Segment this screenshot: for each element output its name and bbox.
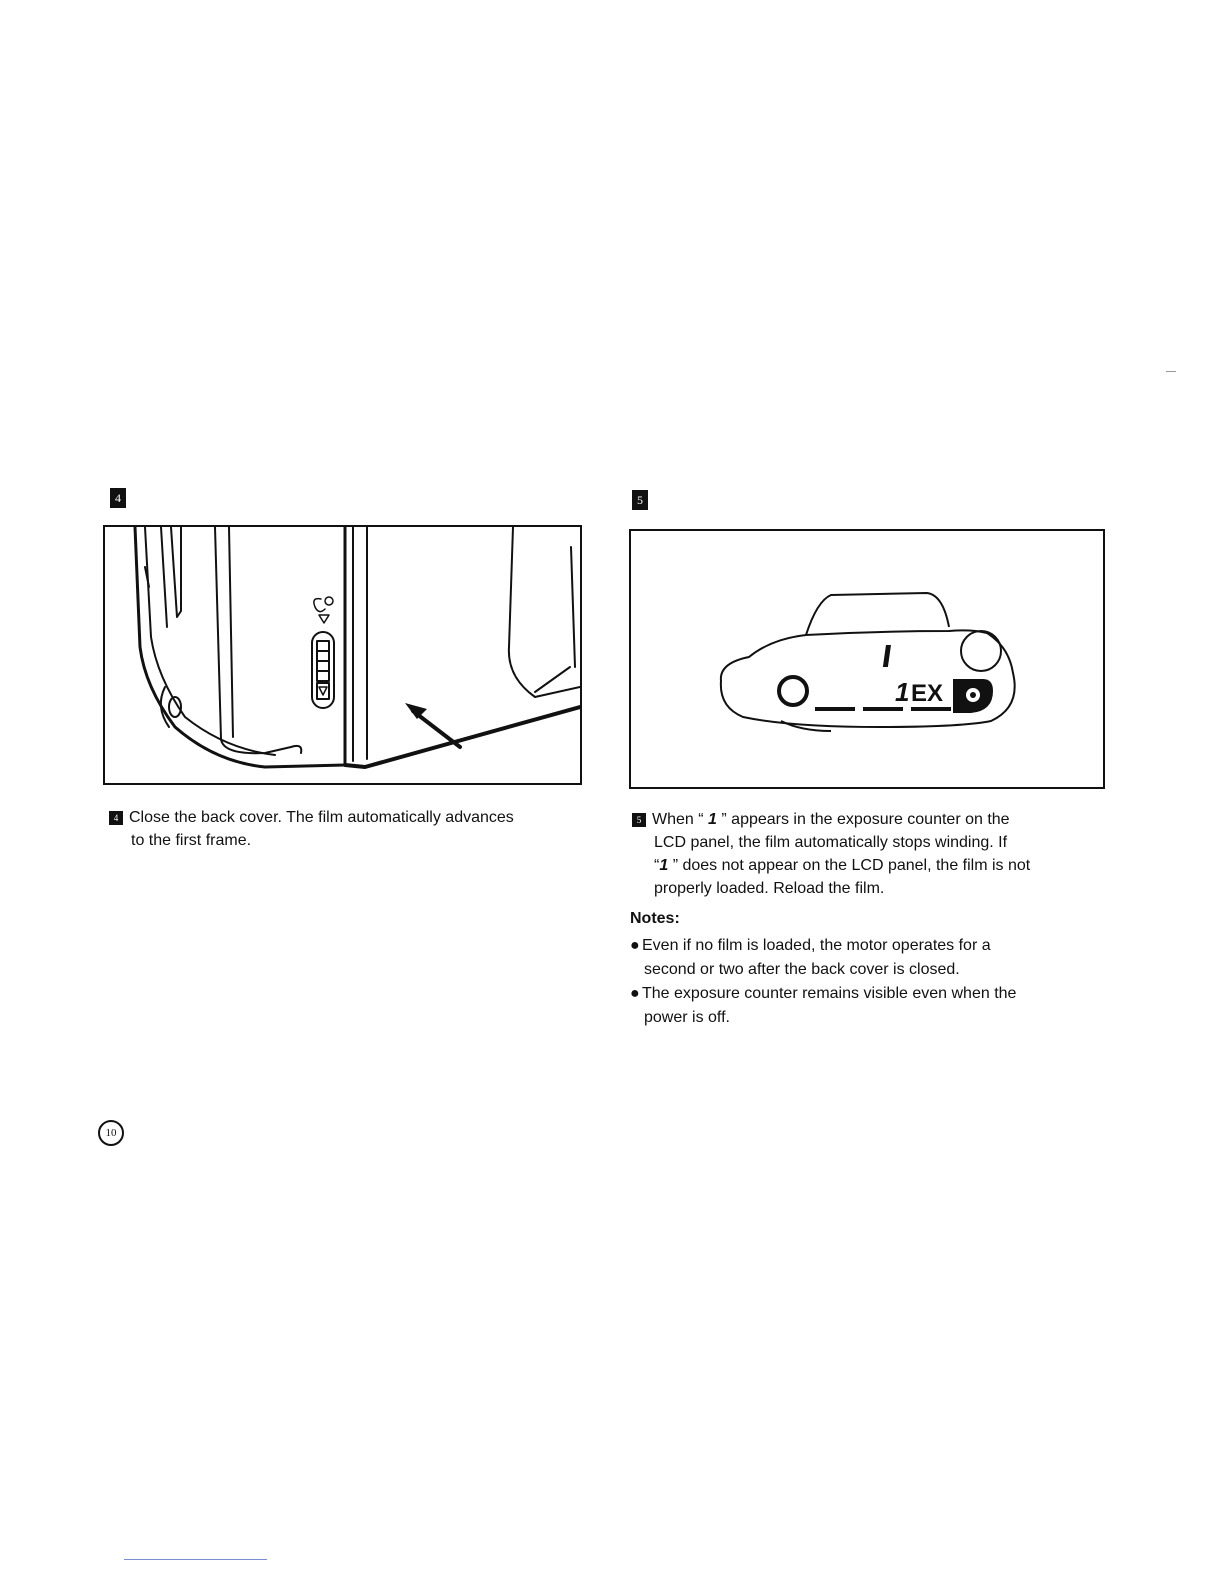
back-cover-illustration — [103, 525, 582, 785]
lcd-ex-label: EX — [911, 680, 944, 707]
bullet-icon: ● — [630, 985, 640, 1002]
step-5-line-1a: When “ — [652, 811, 704, 828]
step-5-line-4: properly loaded. Reload the film. — [654, 880, 885, 897]
step-5-line-3a: “ — [654, 857, 660, 874]
notes-title: Notes: — [630, 910, 680, 927]
page-number: 10 — [98, 1120, 124, 1146]
step-5-line-2: LCD panel, the film automatically stops winding. If — [654, 834, 1008, 851]
bullet-icon: ● — [630, 937, 640, 954]
step-4-mini-badge: 4 — [109, 811, 123, 825]
note-2-line-2: power is off. — [644, 1009, 730, 1026]
step-5-mini-badge: 5 — [632, 813, 646, 827]
lcd-panel-drawing — [631, 531, 1103, 787]
note-item — [630, 982, 1110, 1030]
step-4-caption — [109, 806, 579, 852]
step-4-caption-line-1: Close the back cover. The film automatically advances — [129, 809, 514, 826]
bottom-rule — [124, 1559, 267, 1560]
lcd-one-glyph: 1 — [708, 811, 717, 828]
note-item — [630, 934, 1110, 982]
step-5-badge: 5 — [632, 490, 648, 510]
note-1-line-1: Even if no film is loaded, the motor operates for a — [642, 937, 991, 954]
step-5-line-1b: ” appears in the exposure counter on the — [721, 811, 1010, 828]
note-2-line-1: The exposure counter remains visible even when the — [642, 985, 1017, 1002]
camera-back-cover-drawing — [105, 527, 580, 783]
lcd-panel-illustration — [629, 529, 1105, 789]
lcd-one-glyph: 1 — [659, 857, 669, 874]
edge-mark — [1166, 371, 1176, 372]
step-5-line-3b: ” does not appear on the LCD panel, the film is not — [672, 857, 1031, 874]
step-5-caption — [632, 808, 1112, 900]
lcd-counter-digit: 1 — [895, 677, 910, 707]
step-4-badge: 4 — [110, 488, 126, 508]
note-1-line-2: second or two after the back cover is closed. — [644, 961, 960, 978]
step-4-caption-line-2: to the first frame. — [131, 832, 252, 849]
